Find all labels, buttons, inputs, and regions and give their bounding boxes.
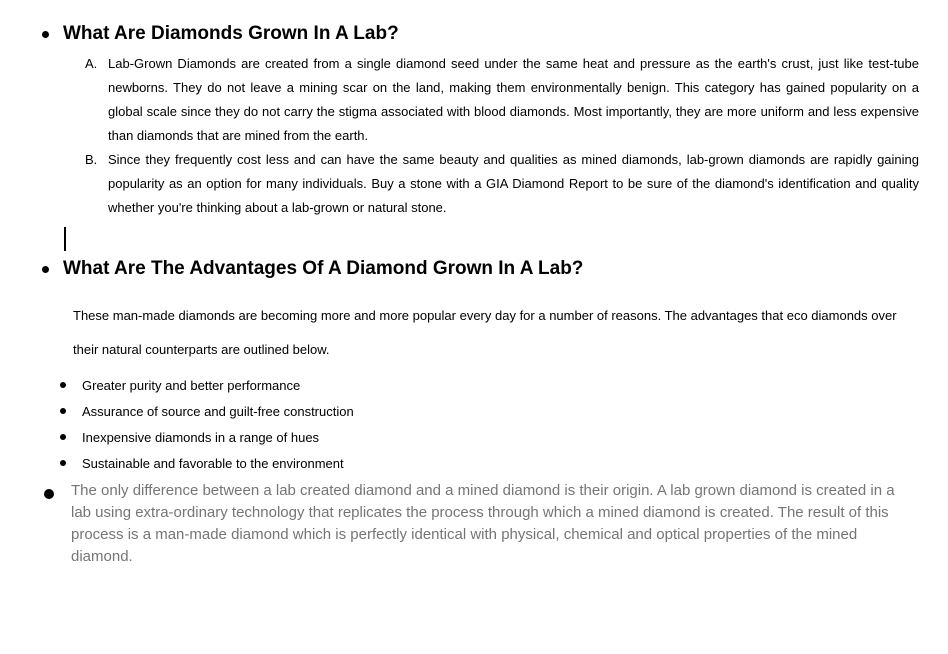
section-heading-text[interactable]: What Are The Advantages Of A Diamond Grown In A Lab? (63, 258, 584, 279)
list-item-a[interactable] (85, 52, 919, 148)
list-item[interactable] (60, 424, 354, 450)
note-paragraph[interactable]: The only difference between a lab created diamond and a mined diamond is their origin. A lab grown diamond is created in a lab using extra-ordinary technology that replicates the process through which a mined diamond is created. The result of this process is a man-made diamond which is perfectly identical with physical, chemical and optical properties of the mined diamond. (71, 482, 895, 565)
heading-bullet-icon (42, 31, 49, 38)
list-item[interactable] (60, 372, 354, 398)
list-item-text[interactable]: Greater purity and better performance (82, 377, 301, 393)
list-item-label: A. (85, 56, 98, 71)
list-item-label: B. (85, 152, 98, 167)
heading-bullet-icon (42, 266, 49, 273)
section-heading-text[interactable]: What Are Diamonds Grown In A Lab? (63, 23, 399, 44)
list-item-b[interactable] (85, 148, 919, 220)
list-item-text[interactable]: Sustainable and favorable to the environment (82, 455, 344, 471)
list-item-text[interactable]: Assurance of source and guilt-free construction (82, 403, 354, 419)
section-heading-what-are-lab-diamonds[interactable] (42, 22, 399, 46)
list-item-text[interactable]: Inexpensive diamonds in a range of hues (82, 429, 320, 445)
bullet-icon (60, 434, 66, 440)
list-item[interactable] (60, 398, 354, 424)
bullet-icon (60, 382, 66, 388)
intro-paragraph[interactable]: These man-made diamonds are becoming more and more popular every day for a number of reasons. The advantages that eco diamonds over their natural counterparts are outlined below. (73, 308, 897, 357)
bullet-icon (60, 460, 66, 466)
lettered-list (85, 52, 919, 220)
text-caret (64, 227, 66, 251)
list-item[interactable] (60, 450, 354, 476)
section-heading-advantages[interactable] (42, 257, 583, 281)
advantages-list (60, 372, 354, 476)
list-item-text[interactable]: Lab-Grown Diamonds are created from a single diamond seed under the same heat and pressure as the earth's crust, just like test-tube newborns. They do not leave a mining scar on the land, making them environmentally benign. This category has gained popularity on a global scale since they do not carry the stigma associated with blood diamonds. Most importantly, they are more uniform and less expensive than diamonds that are mined from the earth. (108, 56, 919, 143)
bullet-icon (60, 408, 66, 414)
bullet-icon (44, 489, 54, 499)
list-item-text[interactable]: Since they frequently cost less and can have the same beauty and qualities as mined diamonds, lab-grown diamonds are rapidly gaining popularity as an option for many individuals. Buy a stone with a GIA Diamond Report to be sure of the diamond's identification and quality whether you're thinking about a lab-grown or natural stone. (108, 152, 919, 215)
